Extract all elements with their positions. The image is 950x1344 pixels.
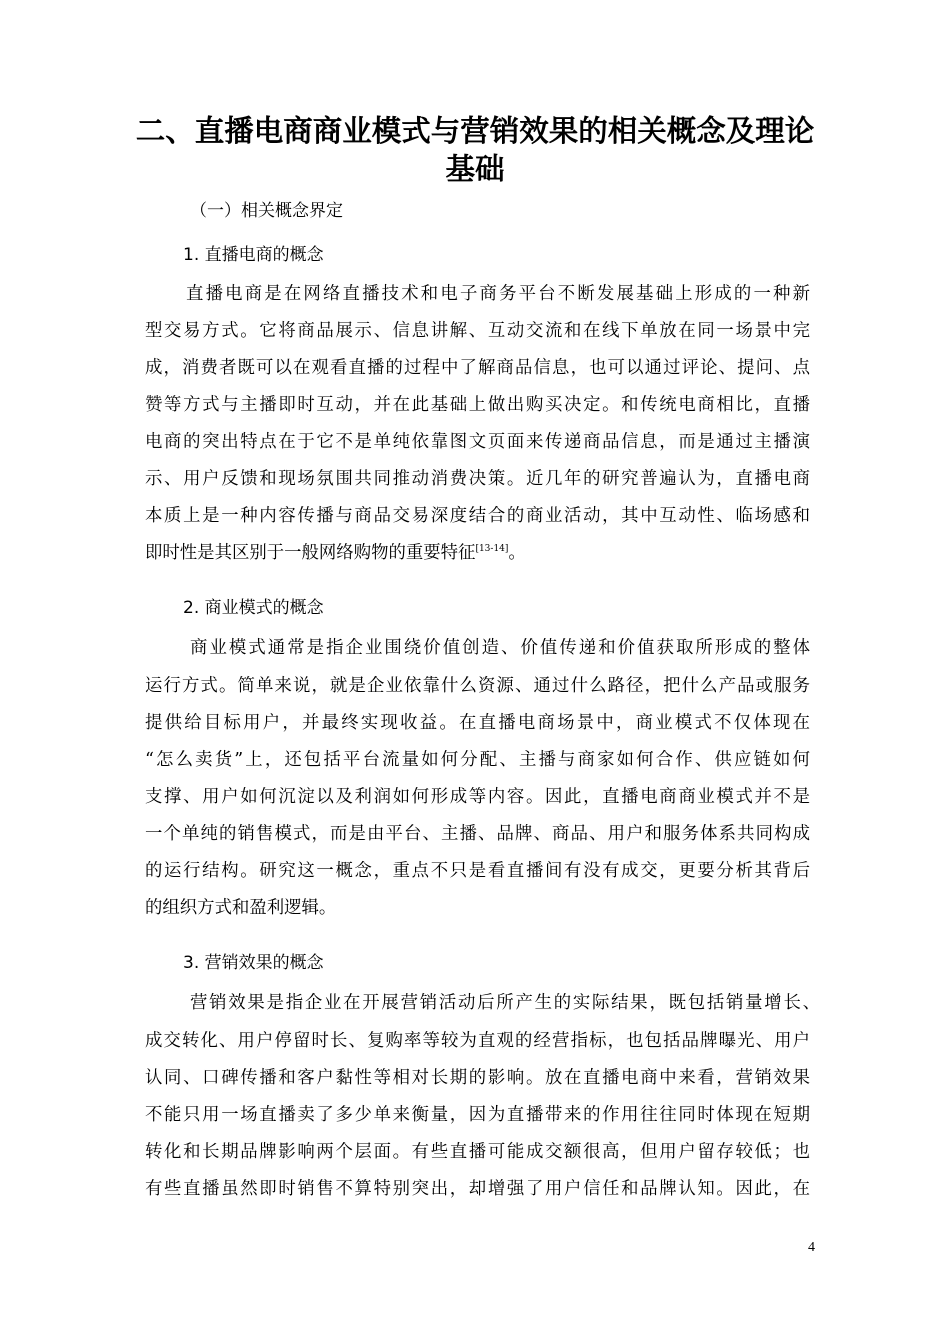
text-line: 成，消费者既可以在观看直播的过程中了解商品信息，也可以通过评论、提问、点: [145, 358, 810, 378]
text-line: 一个单纯的销售模式，而是由平台、主播、品牌、商品、用户和服务体系共同构成: [145, 824, 810, 844]
text-line-last: 的组织方式和盈利逻辑。: [145, 898, 337, 918]
chapter-title-line-1: 二、直播电商商业模式与营销效果的相关概念及理论: [135, 114, 815, 148]
text-line: 运行方式。简单来说，就是企业依靠什么资源、通过什么路径，把什么产品或服务: [145, 676, 810, 696]
text-line: “怎么卖货”上，还包括平台流量如何分配、主播与商家如何合作、供应链如何: [145, 750, 810, 770]
text-line: 电商的突出特点在于它不是单纯依靠图文页面来传递商品信息，而是通过主播演: [145, 432, 810, 452]
text-line: 直播电商是在网络直播技术和电子商务平台不断发展基础上形成的一种新: [186, 284, 810, 304]
text-line: 有些直播虽然即时销售不算特别突出，却增强了用户信任和品牌认知。因此，在: [145, 1179, 810, 1199]
text-line: 转化和长期品牌影响两个层面。有些直播可能成交额很高，但用户留存较低；也: [145, 1142, 810, 1162]
subsection-heading-marketing-effect: 3. 营销效果的概念: [183, 953, 324, 973]
chapter-title: [100, 112, 850, 188]
text-line: 营销效果是指企业在开展营销活动后所产生的实际结果，既包括销量增长、: [190, 993, 820, 1013]
text-line: 支撑、用户如何沉淀以及利润如何形成等内容。因此，直播电商商业模式并不是: [145, 787, 810, 807]
text-line: 提供给目标用户，并最终实现收益。在直播电商场景中，商业模式不仅体现在: [145, 713, 810, 733]
text-line: 型交易方式。它将商品展示、信息讲解、互动交流和在线下单放在同一场景中完: [145, 321, 810, 341]
subsection-heading-live-commerce: 1. 直播电商的概念: [183, 245, 324, 265]
text-fragment: 。: [508, 543, 526, 563]
text-line: 不能只用一场直播卖了多少单来衡量，因为直播带来的作用往往同时体现在短期: [145, 1105, 810, 1125]
text-line: 本质上是一种内容传播与商品交易深度结合的商业活动，其中互动性、临场感和: [145, 506, 810, 526]
text-line: 成交转化、用户停留时长、复购率等较为直观的经营指标，也包括品牌曝光、用户: [145, 1031, 810, 1051]
text-line: 的运行结构。研究这一概念，重点不只是看直播间有没有成交，更要分析其背后: [145, 861, 810, 881]
text-line-last: [145, 542, 810, 564]
page-number: 4: [808, 1240, 815, 1255]
chapter-title-line-2: 基础: [445, 152, 505, 186]
section-heading: （一）相关概念界定: [190, 201, 343, 221]
citation: [13-14]: [475, 544, 509, 554]
text-line: 认同、口碑传播和客户黏性等相对长期的影响。放在直播电商中来看，营销效果: [145, 1068, 810, 1088]
subsection-heading-business-model: 2. 商业模式的概念: [183, 598, 324, 618]
text-fragment: 即时性是其区别于一般网络购物的重要特征: [145, 543, 476, 563]
text-line: 示、用户反馈和现场氛围共同推动消费决策。近几年的研究普遍认为，直播电商: [145, 469, 810, 489]
text-line: 商业模式通常是指企业围绕价值创造、价值传递和价值获取所形成的整体: [190, 638, 810, 658]
text-line: 赞等方式与主播即时互动，并在此基础上做出购买决定。和传统电商相比，直播: [145, 395, 810, 415]
